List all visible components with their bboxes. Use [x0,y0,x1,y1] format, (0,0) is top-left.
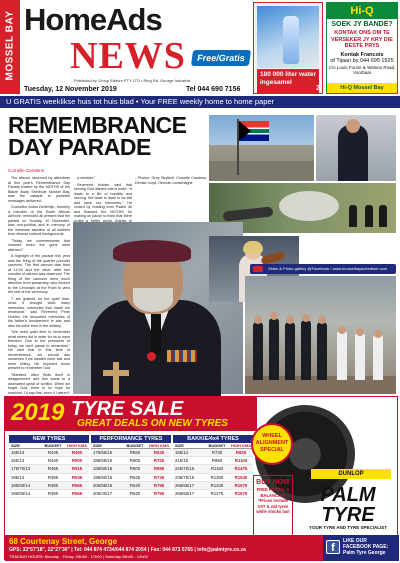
hiq-phone: of Tijaan by 044 695 1525 [330,57,394,64]
high-kms-price: R1100 [234,458,248,464]
column-header: BUDGET [126,443,144,448]
cannon-graphic [223,206,274,221]
buy-now-box [253,475,293,537]
soldier-head [270,312,278,320]
medals-graphic [167,350,197,362]
budget-price: R730 [211,450,223,455]
ad-year: 2019 [11,399,65,426]
facebook-promo[interactable] [323,535,399,561]
high-kms-price: R795 [153,482,165,488]
soldier-graphic [337,330,347,380]
budget-price: R1150 [210,466,224,472]
budget-price: R600 [129,466,141,472]
budget-price: R465 [47,466,59,472]
price-row [91,449,171,457]
budget-price: R485 [47,474,59,480]
hiq-logo: Hi-Q [327,3,397,19]
price-row [91,457,171,465]
hiq-ad[interactable] [326,2,398,94]
speaker-head [346,119,360,133]
paragraph: A highlight of the parade this year was the firing of the quarter pounder cannons. The first cannon was fired at 11:00 and the other, after two minutes of silence was observed. The firing of the cannons drew much attention from passersby, who flocked to the Cenotaph at the Point to view the rest of the ceremony. [8,254,70,294]
tyre-size: 205/55/16 [93,482,113,488]
ad-header [5,397,257,431]
person-graphic [349,205,357,227]
palm-tyre-logo: PALM TYRE [320,484,376,526]
photo-credits: - Photos: Grey Stryttoft, Cornelle Carstens, Denise Lloyd, Herman Lanschagne [135,176,207,185]
teaser-water[interactable] [253,2,323,94]
gratis-bar [0,96,400,108]
column-header: HIGH KMS [149,443,169,448]
budget-price: R1275 [210,491,224,497]
issue-date: Tuesday, 12 November 2019 [24,86,117,93]
price-row [9,449,89,457]
article-byline: Cornelle Carstens [8,168,45,173]
price-row [173,457,253,465]
price-row [173,490,253,498]
price-row [9,490,89,498]
high-kms-price: R565 [71,482,83,488]
tyre-size: 245/70/16 [175,466,195,472]
paragraph: "Today, we commemorate that moment when the guns were silenced." [8,238,70,252]
price-table-title: NEW TYRES [9,435,89,443]
high-kms-price: R500 [71,458,83,464]
poppy-icon [147,352,156,361]
high-kms-price: R625 [153,450,165,455]
tyre-size: 235/75/15 [175,474,195,480]
smoke-graphic [279,191,339,221]
tyre-size: 185/55/15 [93,458,113,464]
budget-price: R440 [47,458,59,464]
soldier-head [318,316,326,324]
soldier-head [374,330,382,338]
paragraph: "We need quiet time to remember what others did in order for us to have freedom. Due to the pressures of today, we don't pause to remember." He said that in this time of remembrance, we should ask ourselves if we wanted more war and more killing. He implored those present to remember God. [8,330,70,370]
high-kms-price: R450 [71,450,83,455]
palm-tyre-slogan: YOUR TYRE AND TYRE SPECIALIST [308,525,388,530]
budget-price: R950 [211,458,223,464]
soldier-graphic [355,332,365,380]
gratis-text-english: Your FREE weekly home to home paper [140,97,275,106]
price-row [9,474,89,482]
budget-price: R1340 [210,482,224,488]
ad-footer [5,535,323,561]
price-row [173,465,253,473]
free-badge: Free/Gratis [191,50,251,66]
teaser-page-number: 2 [316,85,320,92]
dunlop-logo: DUNLOP [311,469,391,479]
column-header: BUDGET [208,443,226,448]
tyre-size: 185/65/14 [11,491,31,497]
facebook-icon: f [326,540,340,554]
side-banner [0,0,20,94]
high-kms-price: R535 [71,474,83,480]
price-table-new [9,435,89,498]
high-kms-price: R565 [71,491,83,497]
budget-price: R480 [47,491,59,497]
tyre-size: 185/14 [11,474,25,480]
price-table-title: BAKKIE/4x4 TYRES [173,435,253,443]
wall-graphic [209,161,314,181]
soldier-graphic [253,322,263,380]
budget-price: R1260 [210,474,224,480]
teaser-caption: 180 000 liter water ingesamel [257,69,319,93]
masthead-telephone: Tel 044 690 7156 [186,86,241,93]
soldier-graphic [301,320,311,380]
price-table-performance [91,435,171,498]
column-header: HIGH KMS [67,443,87,448]
price-row [91,482,171,490]
ad-title: TYRE SALE [71,398,184,420]
cross-graphic [113,362,119,394]
hiq-headline: SOEK JY BANDE? [331,21,393,28]
soldier-graphic [317,322,327,380]
budget-price: R480 [47,482,59,488]
side-label: MOSSEL BAY [4,10,16,81]
soldier-head [356,328,364,336]
high-kms-price: R725 [153,458,165,464]
budget-price: R600 [129,458,141,464]
tyre-size: 195/50/15 [93,474,113,480]
column-header: BUDGET [44,443,62,448]
paragraph: Councillor Anton Dellemijn, formerly a member of the South African Airforce, reminded all present that the parade on Sunday, 10 November, was non-political and in memory of the immense sacrifice of all soldiers from diverse cultural backgrounds. [8,205,70,236]
video-gallery-bar[interactable] [250,264,396,274]
price-row [91,474,171,482]
price-row [173,474,253,482]
cross-bar-graphic [103,370,129,376]
soldier-head [338,326,346,334]
brand-logo-bottom: NEWS [70,35,186,77]
tyre-size: 165/13 [11,458,25,464]
beard-graphic [133,288,173,312]
ad-trading-hours: TRADING HOURS: Monday - Friday: 08h00 - 17h00 | Saturday 08h00 - 12h00 [9,554,148,559]
tyre-size: 155/13 [11,450,25,455]
column-header: SIZE [11,443,20,448]
tyre-size: 205/40/17 [93,491,113,497]
price-table-bakkie [173,435,253,498]
video-gallery-text: Video & Photo gallery @Facebook / www.mosselbayadvertiser.com [268,266,388,271]
price-row [9,457,89,465]
high-kms-price: R515 [71,466,83,472]
soldier-graphic [269,318,279,380]
price-row [91,490,171,498]
tyre-size: 185/60/14 [11,482,31,488]
publisher-line: Published by Group Editors PTY LTD • Ring Rd, George Industria [74,78,190,83]
high-kms-price: R735 [153,474,165,480]
paragraph: "Mankind often finds itself in disagreement and this leads to a downward spiral of conflict. When we forget God, there is no hope for mankind. I'd say that, even if I weren't [8,372,70,395]
hiq-contact: KONTAK ONS OM TE VERSEKER JY KRY DIE BESTE PRYS [331,30,393,49]
violinist-hair [243,241,263,253]
speaker-photo[interactable] [316,115,396,181]
high-kms-price: R1675 [234,482,248,488]
video-icon [253,266,263,272]
tyre-size: 185/60/15 [93,466,113,472]
budget-price: R620 [129,491,141,497]
budget-price: R625 [129,474,141,480]
tyre-sale-ad[interactable] [4,396,398,560]
paragraph: Reverend Holden said that serving God altered man's heart. "It leads to a life of humility and serving. We have to learn to be still and have our memories." He closed by reading from Psalm 46 and thanked the MOTHS for making us pause to think that there exists a better world, thanks to [74,182,132,223]
flag-triangle-graphic [239,121,251,141]
high-kms-price: R795 [153,491,165,497]
hiq-address: C/o Louis Fourie & Watson Road, Voorbaai [328,64,396,75]
price-row [91,465,171,473]
price-row [173,449,253,457]
soldier-graphic [373,334,383,380]
tyre-size: 175/65/15 [93,450,113,455]
budget-price: R550 [129,450,141,455]
high-kms-price: R825 [235,450,247,455]
tyre-size: 175/70/13 [11,466,31,472]
brand-logo-top: HomeAds [24,2,162,37]
high-kms-price: R1675 [234,491,248,497]
tyre-size: 265/60/17 [175,491,195,497]
column-header: SIZE [93,443,102,448]
paragraph: The silence observed by attendees at this year's Remembrance Day Parade hosted by the MOTHS of the Blaize Away Shellhole Mossel Bay, was the catalyst to powerful messages delivered. [8,176,70,203]
person-graphic [365,205,373,227]
column-header: HIGH KMS [231,443,251,448]
gratis-separator: • [133,97,141,106]
facebook-text: LIKE OUR FACEBOOK PAGE: Palm Tyre George [343,538,389,556]
price-row [173,482,253,490]
article-column-1 [8,176,70,395]
tie-graphic [151,314,161,354]
column-header: SIZE [175,443,184,448]
buy-now-title: BUY NOW [256,479,290,486]
beret-graphic [113,240,191,262]
water-photo [257,6,319,68]
gratis-text-afrikaans: U GRATIS weeklikse huis tot huis blad [6,97,134,106]
tyre-size: 195/14 [175,450,189,455]
paragraph: a minister." [77,176,96,180]
paragraph: "I am grateful for the quiet time, since it brought back many memories, memories that made me emotional," said Reverend Peter Holden. He recounted memories of his father's involvement in war and also his sons' time in the military. [8,296,70,328]
flag-photo[interactable] [209,115,314,181]
article-column-2 [74,176,132,223]
soldier-head [302,314,310,322]
tyre-size: 265/65/17 [175,482,195,488]
budget-price: R445 [47,450,59,455]
hiq-contact-name: Kontak Francois [340,51,384,58]
price-row [9,482,89,490]
hiq-footer: Hi-Q Mossel Bay [327,83,397,93]
high-kms-price: R1540 [234,474,248,480]
soldier-head [254,316,262,324]
bottle-graphic [283,16,299,64]
ad-address: 68 Courtenay Street, George [9,537,118,546]
soldier-graphic [285,322,295,380]
ad-subtitle: GREAT DEALS ON NEW TYRES [77,418,228,429]
article-headline: REMEMBRANCE DAY PARADE [8,112,187,160]
parade-photo[interactable] [245,276,396,394]
high-kms-price: R695 [153,466,165,472]
high-kms-price: R1475 [234,466,248,472]
budget-price: R620 [129,482,141,488]
speaker-figure [338,125,368,181]
buy-now-text: FREE FITTING & BALANCING *Prices include VAT & old tyres while stocks last [256,487,290,514]
price-row [9,465,89,473]
ad-contact-details: GPS: 33°57'18", 22°27'30" | Tel: 044 874 4734/044 874 2054 | Fax: 044 873 5765 | info@palmtyre.co.za [9,547,246,553]
price-table-title: PERFORMANCE TYRES [91,435,171,443]
soldier-head [286,316,294,324]
tyre-size: 215/15 [175,458,189,464]
wheel-alignment-badge: WHEEL ALIGNMENT SPECIAL [251,423,293,465]
person-graphic [379,205,387,227]
